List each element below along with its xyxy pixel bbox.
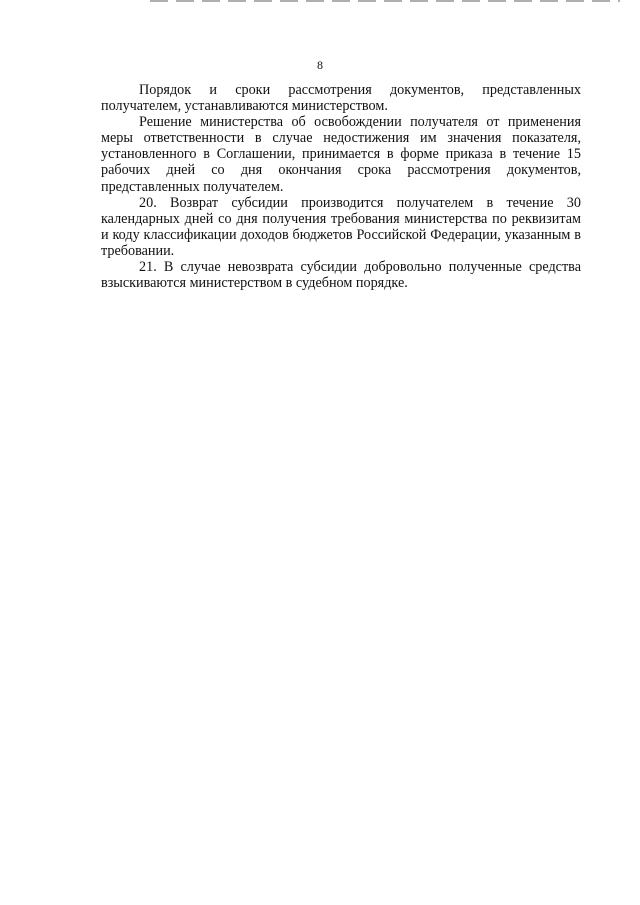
paragraph-review-order: Порядок и сроки рассмотрения документов, представленных получателем, устанавливаются министерством.: [101, 82, 581, 115]
document-body: [101, 82, 581, 291]
scan-edge-artifact: [150, 0, 620, 2]
paragraph-subsidy-return: 20. Возврат субсидии производится получателем в течение 30 календарных дней со дня получения требования министерства по реквизитам и коду классификации доходов бюджетов Российской Федерации, указанным в требовании.: [101, 194, 581, 259]
paragraph-ministry-decision: Решение министерства об освобождении получателя от применения меры ответственности в случае недостижения им значения показателя, установленного в Соглашении, принимается в форме приказа в течение 15 рабочих дней со дня окончания срока рассмотрения документов, представленных получателем.: [101, 114, 581, 195]
page-number: 8: [317, 58, 323, 72]
paragraph-non-return: 21. В случае невозврата субсидии добровольно полученные средства взыскиваются министерством в судебном порядке.: [101, 259, 581, 292]
